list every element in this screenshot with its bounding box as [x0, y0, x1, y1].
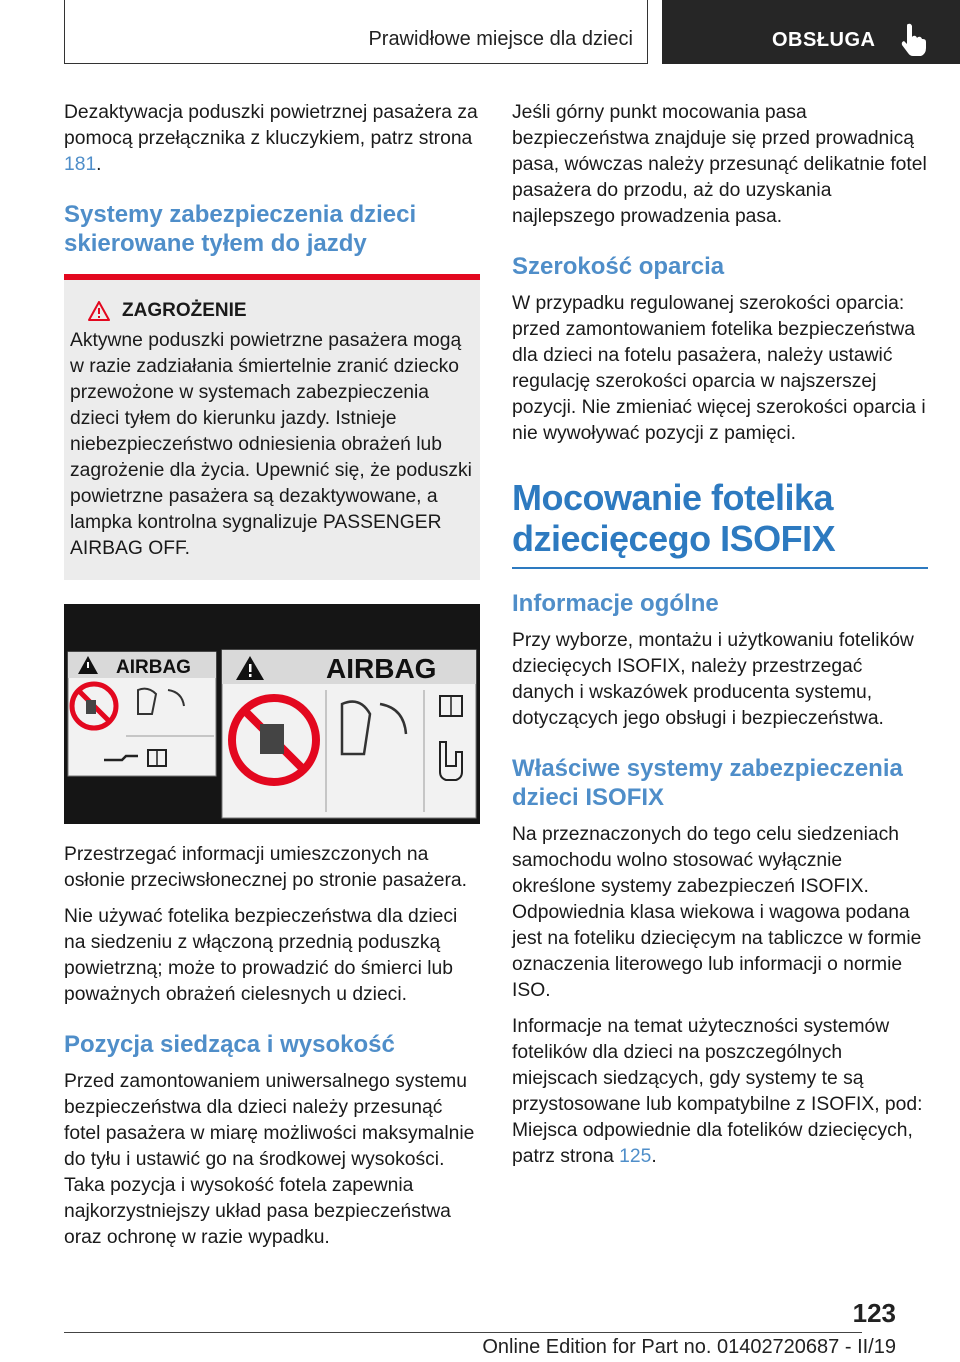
page-number: 123 [852, 1298, 896, 1328]
large-airbag-label: AIRBAG [326, 653, 437, 684]
footer-rule [64, 1332, 862, 1333]
airbag-label-photo [64, 604, 480, 824]
heading-rule [512, 567, 928, 569]
heading-proper-isofix: Właściwe systemy zabezpieczenia dzieci ISOFIX [512, 755, 903, 811]
heading-general-info: Informacje ogólne [512, 590, 719, 617]
intro-paragraph: Dezaktywacja poduszki powietrznej pasażera za pomocą przełącznika z kluczykiem, patrz strona 181. [64, 102, 478, 175]
right-column [512, 100, 928, 1180]
page-link-125[interactable]: 125 [619, 1146, 652, 1167]
seat-position-paragraph: Przed zamontowaniem uniwersalnego systemu bezpieczeństwa dla dzieci należy przesunąć fotel pasażera w miarę możliwości maksymalnie do tyłu i ustawić go na środkowej wysokości. Taka pozycja i wysokość fotela zapewnia najkorzystniejszy układ pasa bezpieczeństwa oraz ochronę w razie wypadku. [64, 1071, 475, 1248]
no-active-airbag-paragraph: Nie używać fotelika bezpieczeństwa dla dzieci na siedzeniu z włączoną przednią poduszką powietrzną; może to prowadzić do śmierci lub poważnych obrażeń cielesnych u dzieci. [64, 906, 458, 1005]
heading-backrest-width: Szerokość oparcia [512, 253, 725, 280]
page-link-181[interactable]: 181 [64, 154, 97, 175]
proper-isofix-paragraph: Na przeznaczonych do tego celu siedzeniach samochodu wolno stosować wyłącznie określone systemy zabezpieczeń ISOFIX. Odpowiednia klasa wiekowa i wagowa podana jest na foteliku dziecięcym na tabliczce w formie oznaczenia literowego lub informacji o normie ISO. [512, 824, 922, 1001]
hand-pointer-icon [898, 22, 928, 56]
section-tab-label: OBSŁUGA [772, 29, 876, 51]
section-tab[interactable] [662, 0, 960, 64]
edition-info: Online Edition for Part no. 01402720687 - II/19 [482, 1336, 896, 1358]
heading-isofix: Mocowanie fotelika dziecięcego ISOFIX [512, 477, 836, 559]
left-column [64, 100, 480, 1261]
warning-label: ZAGROŻENIE [122, 300, 247, 321]
chapter-title: Prawidłowe miejsce dla dzieci [368, 28, 633, 50]
sun-visor-paragraph: Przestrzegać informacji umieszczonych na osłonie przeciwsłonecznej po stronie pasażera. [64, 844, 467, 891]
heading-seat-position: Pozycja siedząca i wysokość [64, 1031, 395, 1058]
warning-header [88, 300, 474, 322]
backrest-width-paragraph: W przypadku regulowanej szerokości oparcia: przed zamontowaniem fotelika bezpieczeństwa dla dzieci na fotelu pasażera, należy ustawić regulację szerokości oparcia w najszerszej pozycji. Nie zmieniać więcej szerokości oparcia i nie wywoływać pozycji z pamięci. [512, 293, 926, 444]
isofix-usability-paragraph: Informacje na temat użyteczności systemów fotelików dla dzieci na poszczególnych miejscach siedzących, gdy systemy te są przystosowane lub kompatybilne z ISOFIX, pod: Miejsca odpowiednie dla fotelików dziecięcych, patrz strona 125. [512, 1016, 923, 1167]
header-title-box [64, 0, 648, 64]
page-header [0, 0, 960, 68]
airbag-warning-labels-image [64, 604, 480, 824]
heading-rear-facing: Systemy zabezpieczenia dzieci skierowane tyłem do jazdy [64, 201, 417, 257]
danger-warning-box [64, 274, 480, 580]
belt-guide-paragraph: Jeśli górny punkt mocowania pasa bezpieczeństwa znajduje się przed prowadnicą pasa, wówczas należy przesunąć delikatnie fotel pasażera do przodu, aż do uzyskania najlepszego prowadzenia pasa. [512, 102, 927, 227]
warning-text: Aktywne poduszki powietrzne pasażera mogą w razie zadziałania śmiertelnie zranić dziecko przewożone w systemach zabezpieczenia dzieci tyłem do kierunku jazdy. Istnieje niebezpieczeństwo odniesienia obrażeń lub zagrożenie dla życia. Upewnić się, że poduszki powietrzne pasażera są dezaktywowane, a lampka kontrolna sygnalizuje PASSENGER AIRBAG OFF. [70, 330, 472, 559]
small-airbag-label: AIRBAG [116, 657, 191, 678]
general-info-paragraph: Przy wyborze, montażu i użytkowaniu fotelików dziecięcych ISOFIX, należy przestrzegać danych i wskazówek producenta systemu, dotyczących jego obsługi i bezpieczeństwa. [512, 630, 914, 729]
warning-triangle-icon [88, 301, 110, 321]
